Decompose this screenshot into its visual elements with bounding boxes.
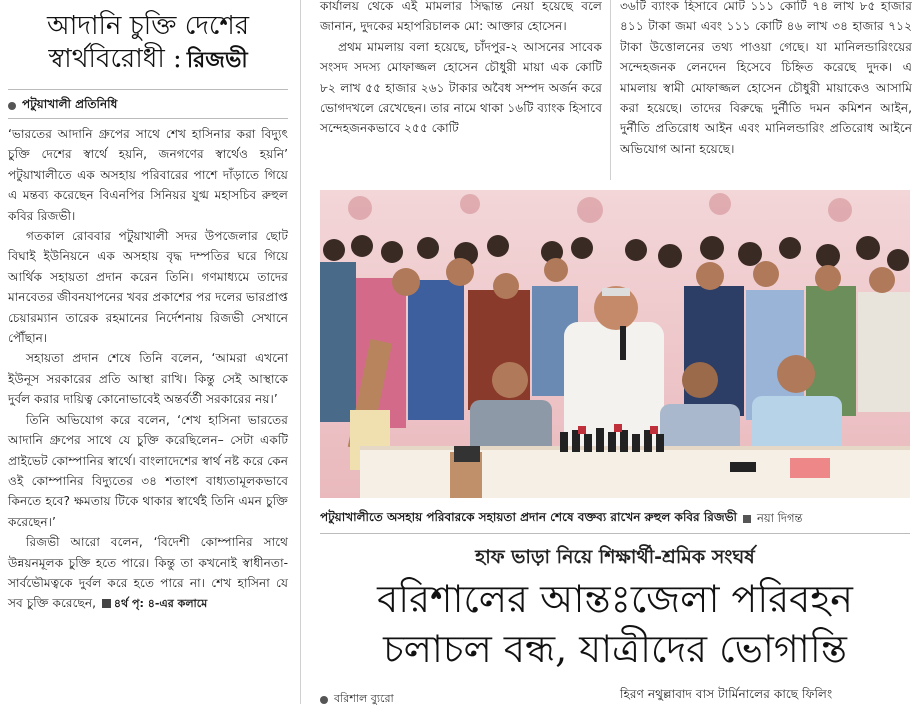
byline-rule [8, 118, 288, 119]
continued-square-icon [102, 599, 111, 608]
story2-headline-line1: বরিশালের আন্তঃজেলা পরিবহন [377, 577, 853, 621]
continued-note[interactable]: ৪র্থ পৃ: ৪-এর কলামে [113, 597, 208, 611]
caption-square-icon [743, 515, 751, 523]
byline-text: পটুয়াখালী প্রতিনিধি [22, 97, 118, 111]
left-paragraph-1: ‘ভারতের আদানি গ্রুপের সাথে শেখ হাসিনার করা বিদ্যুৎ চুক্তি দেশের স্বার্থে হয়নি, জনগণের স্বার্থেও হয়নি’ পটুয়াখালীতে এক অসহায় পরিবারের পাশে দাঁড়াতে গিয়ে এ মন্তব্য করেছেন বিএনপির সিনিয়র যুগ্ম মহাসচিব রুহুল কবির রিজভী। [8, 127, 288, 223]
right-article-body [620, 0, 912, 159]
left-paragraph-4: তিনি অভিযোগ করে বলেন, ‘শেখ হাসিনা ভারতের আদানি গ্রুপের সাথে যে চুক্তি করেছিলেন– সেটা একটি প্রাইভেট কোম্পানির স্বার্থে। বাংলাদেশের স্বার্থ নষ্ট করে কেন ওই কোম্পানির বিদ্যুতের ৩৪ শতাংশ বাধ্যতামূলকভাবে কিনতে হবে? ক্ষমতায় টিকে থাকার স্বার্থেই তিনি এমন চুক্তি করেছেন।’ [8, 412, 288, 529]
story2-byline [320, 690, 394, 709]
story2-headline-line2: চলাচল বন্ধ, যাত্রীদের ভোগান্তি [383, 627, 847, 671]
headline-rule [8, 89, 288, 90]
left-headline-who: রিজভী [186, 46, 248, 73]
press-conference-photo [320, 190, 910, 498]
middle-article-body [320, 0, 602, 139]
left-paragraph-3: সহায়তা প্রদান শেষে তিনি বলেন, ‘আমরা এখনো ইউনূস সরকারের প্রতি আস্থা রাখি। কিন্তু সেই আস্থাকে দুর্বল করার দায়িত্ব কোনোভাবেই অন্তর্বর্তী সরকারের নয়।’ [8, 351, 288, 407]
left-byline [8, 96, 117, 116]
left-headline [8, 10, 288, 75]
left-headline-line1: আদানি চুক্তি দেশের [46, 11, 250, 41]
column-divider-right [610, 0, 611, 180]
story2-headline [320, 574, 910, 674]
right-paragraph-1: ৩৬টি ব্যাংক হিসাবে মোট ১১১ কোটি ৭৪ লাখ ৮৫ হাজার ৪১১ টাকা জমা এবং ১১১ কোটি ৪৬ লাখ ৩৪ হাজার ৭১২ টাকা উত্তোলনের তথ্য পাওয়া গেছে। যা মানিলন্ডারিংয়ের সন্দেহজনক লেনদেন হিসেবে চিহ্নিত করেছে দুদক। এ মামলায় স্বামী মোফাজ্জল হোসেন চৌধুরী মায়াকেও আসামি করা হয়েছে। তাদের বিরুদ্ধে দুর্নীতি দমন কমিশন আইন, দুর্নীতি প্রতিরোধ আইন এবং মানিলন্ডারিং প্রতিরোধ আইনে অভিযোগ আনা হয়েছে। [620, 0, 912, 156]
caption-rule [320, 533, 910, 534]
story2-byline-bullet-icon [320, 696, 328, 704]
left-column [0, 0, 291, 704]
photo-caption [320, 509, 910, 529]
column-divider-left [300, 0, 301, 704]
story2-kicker: হাফ ভাড়া নিয়ে শিক্ষার্থী-শ্রমিক সংঘর্ষ [475, 546, 755, 568]
left-article-body [8, 124, 288, 615]
left-paragraph-5 [8, 532, 288, 615]
caption-text: পটুয়াখালীতে অসহায় পরিবারকে সহায়তা প্রদান শেষে বক্তব্য রাখেন রুহুল কবির রিজভী [320, 510, 737, 524]
story2-byline-text: বরিশাল ব্যুরো [334, 692, 394, 705]
story2-lead: হিরণ নথুল্লাবাদ বাস টার্মিনালের কাছে ফিলিং [620, 687, 833, 701]
photo-credit: নয়া দিগন্ত [756, 510, 803, 525]
byline-bullet-icon [8, 102, 16, 110]
left-paragraph-5-text: রিজভী আরো বলেন, ‘বিদেশী কোম্পানির সাথে উন্নয়নমূলক চুক্তি হতে পারে। কিন্তু তা কখনোই স্বাধীনতা-সার্বভৌমত্বকে দুর্বল করে হতে পারে না। শেখ হাসিনা যে সব চুক্তি করেছেন, [8, 535, 288, 611]
middle-paragraph-1: কার্যালয় থেকে এই মামলার সিদ্ধান্ত নেয়া হয়েছে বলে জানান, দুদকের মহাপরিচালক মো: আক্তার হোসেন। [320, 0, 602, 34]
left-headline-line2: স্বার্থবিরোধী : [48, 43, 182, 74]
photo-illustration [320, 190, 910, 498]
middle-paragraph-2: প্রথম মামলায় বলা হয়েছে, চাঁদপুর-২ আসনের সাবেক সংসদ সদস্য মোফাজ্জল হোসেন চৌধুরী মায়া এক কোটি ৮২ লাখ ৫৫ হাজার ২৬১ টাকার অবৈধ সম্পদ অর্জন করে ভোগদখলে রেখেছেন। তার নামে থাকা ১৬টি ব্যাংক হিসাবে সন্দেহজনকভাবে ২৫৫ কোটি [320, 39, 602, 136]
left-paragraph-2: গতকাল রোববার পটুয়াখালী সদর উপজেলার ছোট বিঘাই ইউনিয়নে এক অসহায় বৃদ্ধ দম্পতির ঘরে গিয়ে আর্থিক সহায়তা প্রদান করেন তিনি। গণমাধ্যমে তাদের মানবেতর জীবনযাপনের খবর প্রকাশের পর দলের ভারপ্রাপ্ত চেয়ারম্যান তারেক রহমানের নির্দেশনায় রিজভী সেখানে পৌঁছান। [8, 229, 288, 346]
